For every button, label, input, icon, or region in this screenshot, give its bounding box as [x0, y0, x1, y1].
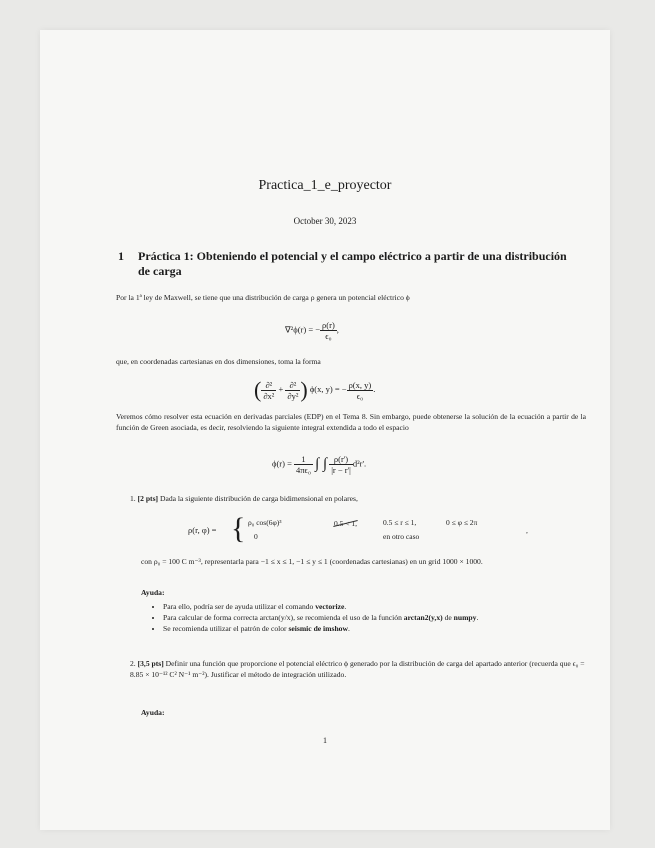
help-2-text: Para calcular de forma correcta arctan(y/x), se recomienda el uso de la función: [163, 613, 404, 622]
eq3-lhs: ϕ(r) =: [272, 458, 292, 469]
help-2-end: .: [476, 613, 479, 622]
eq2-dy-den: ∂y²: [287, 390, 299, 401]
eq4-tail: ,: [526, 526, 528, 535]
help-2-code: arctan2(y,x): [403, 613, 443, 622]
page-number: 1: [323, 736, 327, 745]
eq1-denominator: ϵ₀: [325, 331, 332, 341]
item-1-after: con ρ₀ = 100 C m⁻³, representarla para −1 ≤ x ≤ 1, −1 ≤ y ≤ 1 (coordenadas cartesianas) en un grid 1000 × 1000.: [141, 557, 483, 566]
document-title: Practica_1_e_proyector: [258, 178, 392, 193]
help-list-1: [152, 601, 584, 634]
eq3-constant-den: 4πϵ₀: [296, 465, 311, 475]
eq3-fraction: [329, 454, 353, 475]
eq3-double-integral: ∫ ∫: [315, 456, 328, 472]
help-label-1: Ayuda:: [141, 588, 165, 597]
eq1-numerator: ρ(r): [322, 320, 335, 330]
eq2-plus: +: [278, 383, 284, 394]
paragraph-green: Veremos cómo resolver esta ecuación en derivadas parciales (EDP) en el Tema 8. Sin embargo, puede obtenerse la solución de la ecuación a partir de la función de Green asociada, es decir, resolviendo la siguiente integral extendida a todo el espacio: [116, 412, 586, 432]
document-date: October 30, 2023: [293, 216, 357, 226]
eq2-tail: .: [373, 383, 376, 394]
equation-cartesian: [254, 377, 375, 403]
eq2-derivative-x: [261, 380, 276, 401]
item-1-statement: [130, 493, 586, 504]
eq4-case-1: ρ₀ cos(6φ)³: [248, 518, 282, 527]
eq2-close-paren: ): [300, 377, 308, 402]
eq1-lhs: ∇²ϕ(r) = −: [285, 324, 321, 335]
eq2-denominator: ϵ₀: [356, 390, 364, 401]
eq3-constant: [294, 454, 313, 475]
eq2-dy-num: ∂²: [285, 380, 300, 391]
eq4-condition-1b: 0 ≤ φ ≤ 2π: [446, 518, 478, 527]
help-1-code: vectorize: [315, 602, 345, 611]
help-2-lib: numpy: [453, 613, 477, 622]
eq2-open-paren: (: [254, 377, 262, 402]
item-2-number: 2.: [130, 659, 136, 668]
eq4-crossed-out-condition: 0.5 < 1,: [334, 519, 357, 528]
help-item-arctan2: [163, 612, 584, 623]
help-1-text: Para ello, podría ser de ayuda utilizar el comando: [163, 602, 316, 611]
eq1-tail: ,: [336, 324, 339, 335]
help-3-text: Se recomienda utilizar el patrón de color: [163, 624, 289, 633]
eq2-numerator: ρ(x, y): [348, 379, 372, 390]
eq2-mid: ϕ(x, y) = −: [309, 383, 347, 394]
item-1-points: [2 pts]: [137, 494, 159, 503]
eq4-brace: {: [231, 512, 246, 545]
eq4-lhs: ρ(r, φ) =: [188, 525, 217, 535]
item-2-statement: [130, 658, 586, 680]
eq4-condition-2: en otro caso: [383, 532, 420, 541]
help-item-seismic: [163, 623, 584, 634]
help-2-mid: de: [442, 613, 454, 622]
item-1-text: Dada la siguiente distribución de carga bidimensional en polares,: [159, 494, 358, 503]
eq2-dx-den: ∂x²: [263, 390, 275, 401]
help-label-2: Ayuda:: [141, 708, 165, 717]
section-title: Práctica 1: Obteniendo el potencial y el campo eléctrico a partir de una distribución de carga: [138, 249, 567, 278]
help-3-end: .: [347, 624, 350, 633]
help-item-vectorize: [163, 601, 584, 612]
equation-poisson: [285, 320, 339, 341]
paragraph-cartesian: que, en coordenadas cartesianas en dos dimensiones, toma la forma: [116, 357, 321, 366]
eq2-fraction: [347, 380, 374, 401]
eq1-fraction: [320, 320, 337, 341]
eq4-case-2: 0: [254, 532, 258, 541]
item-1-number: 1.: [130, 494, 136, 503]
eq3-constant-num: 1: [294, 454, 313, 465]
item-2-text: Definir una función que proporcione el potencial eléctrico ϕ generado por la distribución de carga del apartado anterior (recuerda que ϵ₀ = 8.85 × 10⁻¹² C² N⁻¹ m⁻²). Justificar el método de integración utilizado.: [130, 659, 585, 679]
help-3-code: seismic de imshow: [288, 624, 348, 633]
eq2-derivative-y: [285, 380, 300, 401]
eq4-condition-1: 0.5 ≤ r ≤ 1,: [383, 518, 417, 527]
paragraph-maxwell: Por la 1ª ley de Maxwell, se tiene que una distribución de carga ρ genera un potencial eléctrico ϕ: [116, 293, 410, 302]
eq3-tail: d²r'.: [352, 458, 367, 469]
eq2-dx-num: ∂²: [261, 380, 276, 391]
item-2-points: [3,5 pts]: [137, 659, 164, 668]
equation-charge-distribution: [188, 512, 558, 550]
equation-green-integral: [272, 454, 366, 475]
section-number: 1: [118, 249, 124, 263]
help-1-end: .: [344, 602, 347, 611]
document-page: [40, 30, 610, 830]
eq3-denominator: |r − r'|: [331, 465, 351, 475]
eq3-numerator: ρ(r'): [329, 454, 353, 465]
